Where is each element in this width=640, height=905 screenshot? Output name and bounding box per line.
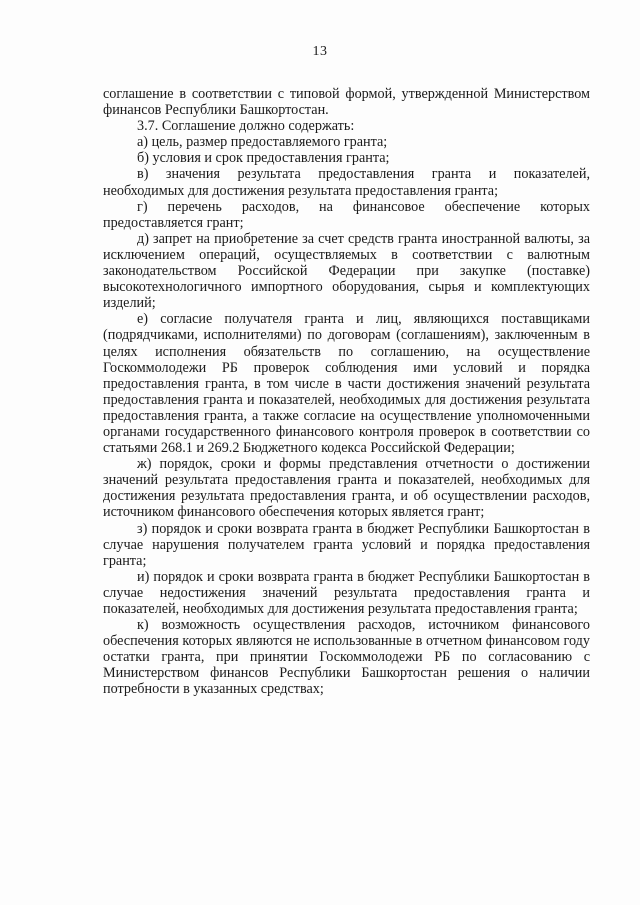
list-item-k: к) возможность осуществления расходов, источником финансового обеспечения которых являются не использованные в отчетном финансовом году остатки гранта, при принятии Госкоммолодежи РБ по согласованию с Министерством финансов Республики Башкортостан решения о наличии потребности в указанных средствах; [103, 617, 590, 698]
paragraph-continuation: соглашение в соответствии с типовой формой, утвержденной Министерством финансов Республики Башкортостан. [103, 86, 590, 119]
list-item-g: г) перечень расходов, на финансовое обеспечение которых предоставляется грант; [103, 198, 590, 231]
list-item-v: в) значения результата предоставления гранта и показателей, необходимых для достижения результата предоставления гранта; [103, 166, 590, 199]
paragraph-3-7: 3.7. Соглашение должно содержать: [137, 118, 355, 135]
list-item-d: д) запрет на приобретение за счет средств гранта иностранной валюты, за исключением операций, осуществляемых в соответствии с валютным законодательством Российской Федерации при закупке (поставке) высокотехнологичного импортного оборудования, сырья и комплектующих изделий; [103, 230, 590, 312]
list-item-e: е) согласие получателя гранта и лиц, являющихся поставщиками (подрядчиками, исполнителями) по договорам (соглашениям), заключенным в целях исполнения обязательств по соглашению, на осуществление Госкоммолодежи РБ проверок соблюдения ими условий и порядка предоставления гранта, в том числе в части достижения значений результата предоставления гранта и показателей, необходимых для достижения результата предоставления гранта, а также согласие на осуществление уполномоченными органами государственного финансового контроля проверок в соответствии со статьями 268.1 и 269.2 Бюджетного кодекса Российской Федерации; [103, 311, 590, 457]
page-number: 13 [312, 44, 328, 59]
list-item-i: и) порядок и сроки возврата гранта в бюджет Республики Башкортостан в случае недостижения значений результата предоставления гранта и показателей, необходимых для достижения результата предоставления гранта; [103, 568, 590, 617]
list-item-zh: ж) порядок, сроки и формы представления отчетности о достижении значений результата предоставления гранта и показателей, необходимых для достижения результата предоставления гранта, и об осуществлении расходов, источником финансового обеспечения которых является грант; [103, 456, 590, 521]
list-item-z: з) порядок и сроки возврата гранта в бюджет Республики Башкортостан в случае нарушения получателем гранта условий и порядка предоставления гранта; [103, 520, 590, 569]
list-item-b: б) условия и срок предоставления гранта; [137, 150, 390, 167]
document-body [103, 86, 590, 698]
list-item-a: а) цель, размер предоставляемого гранта; [137, 134, 388, 151]
